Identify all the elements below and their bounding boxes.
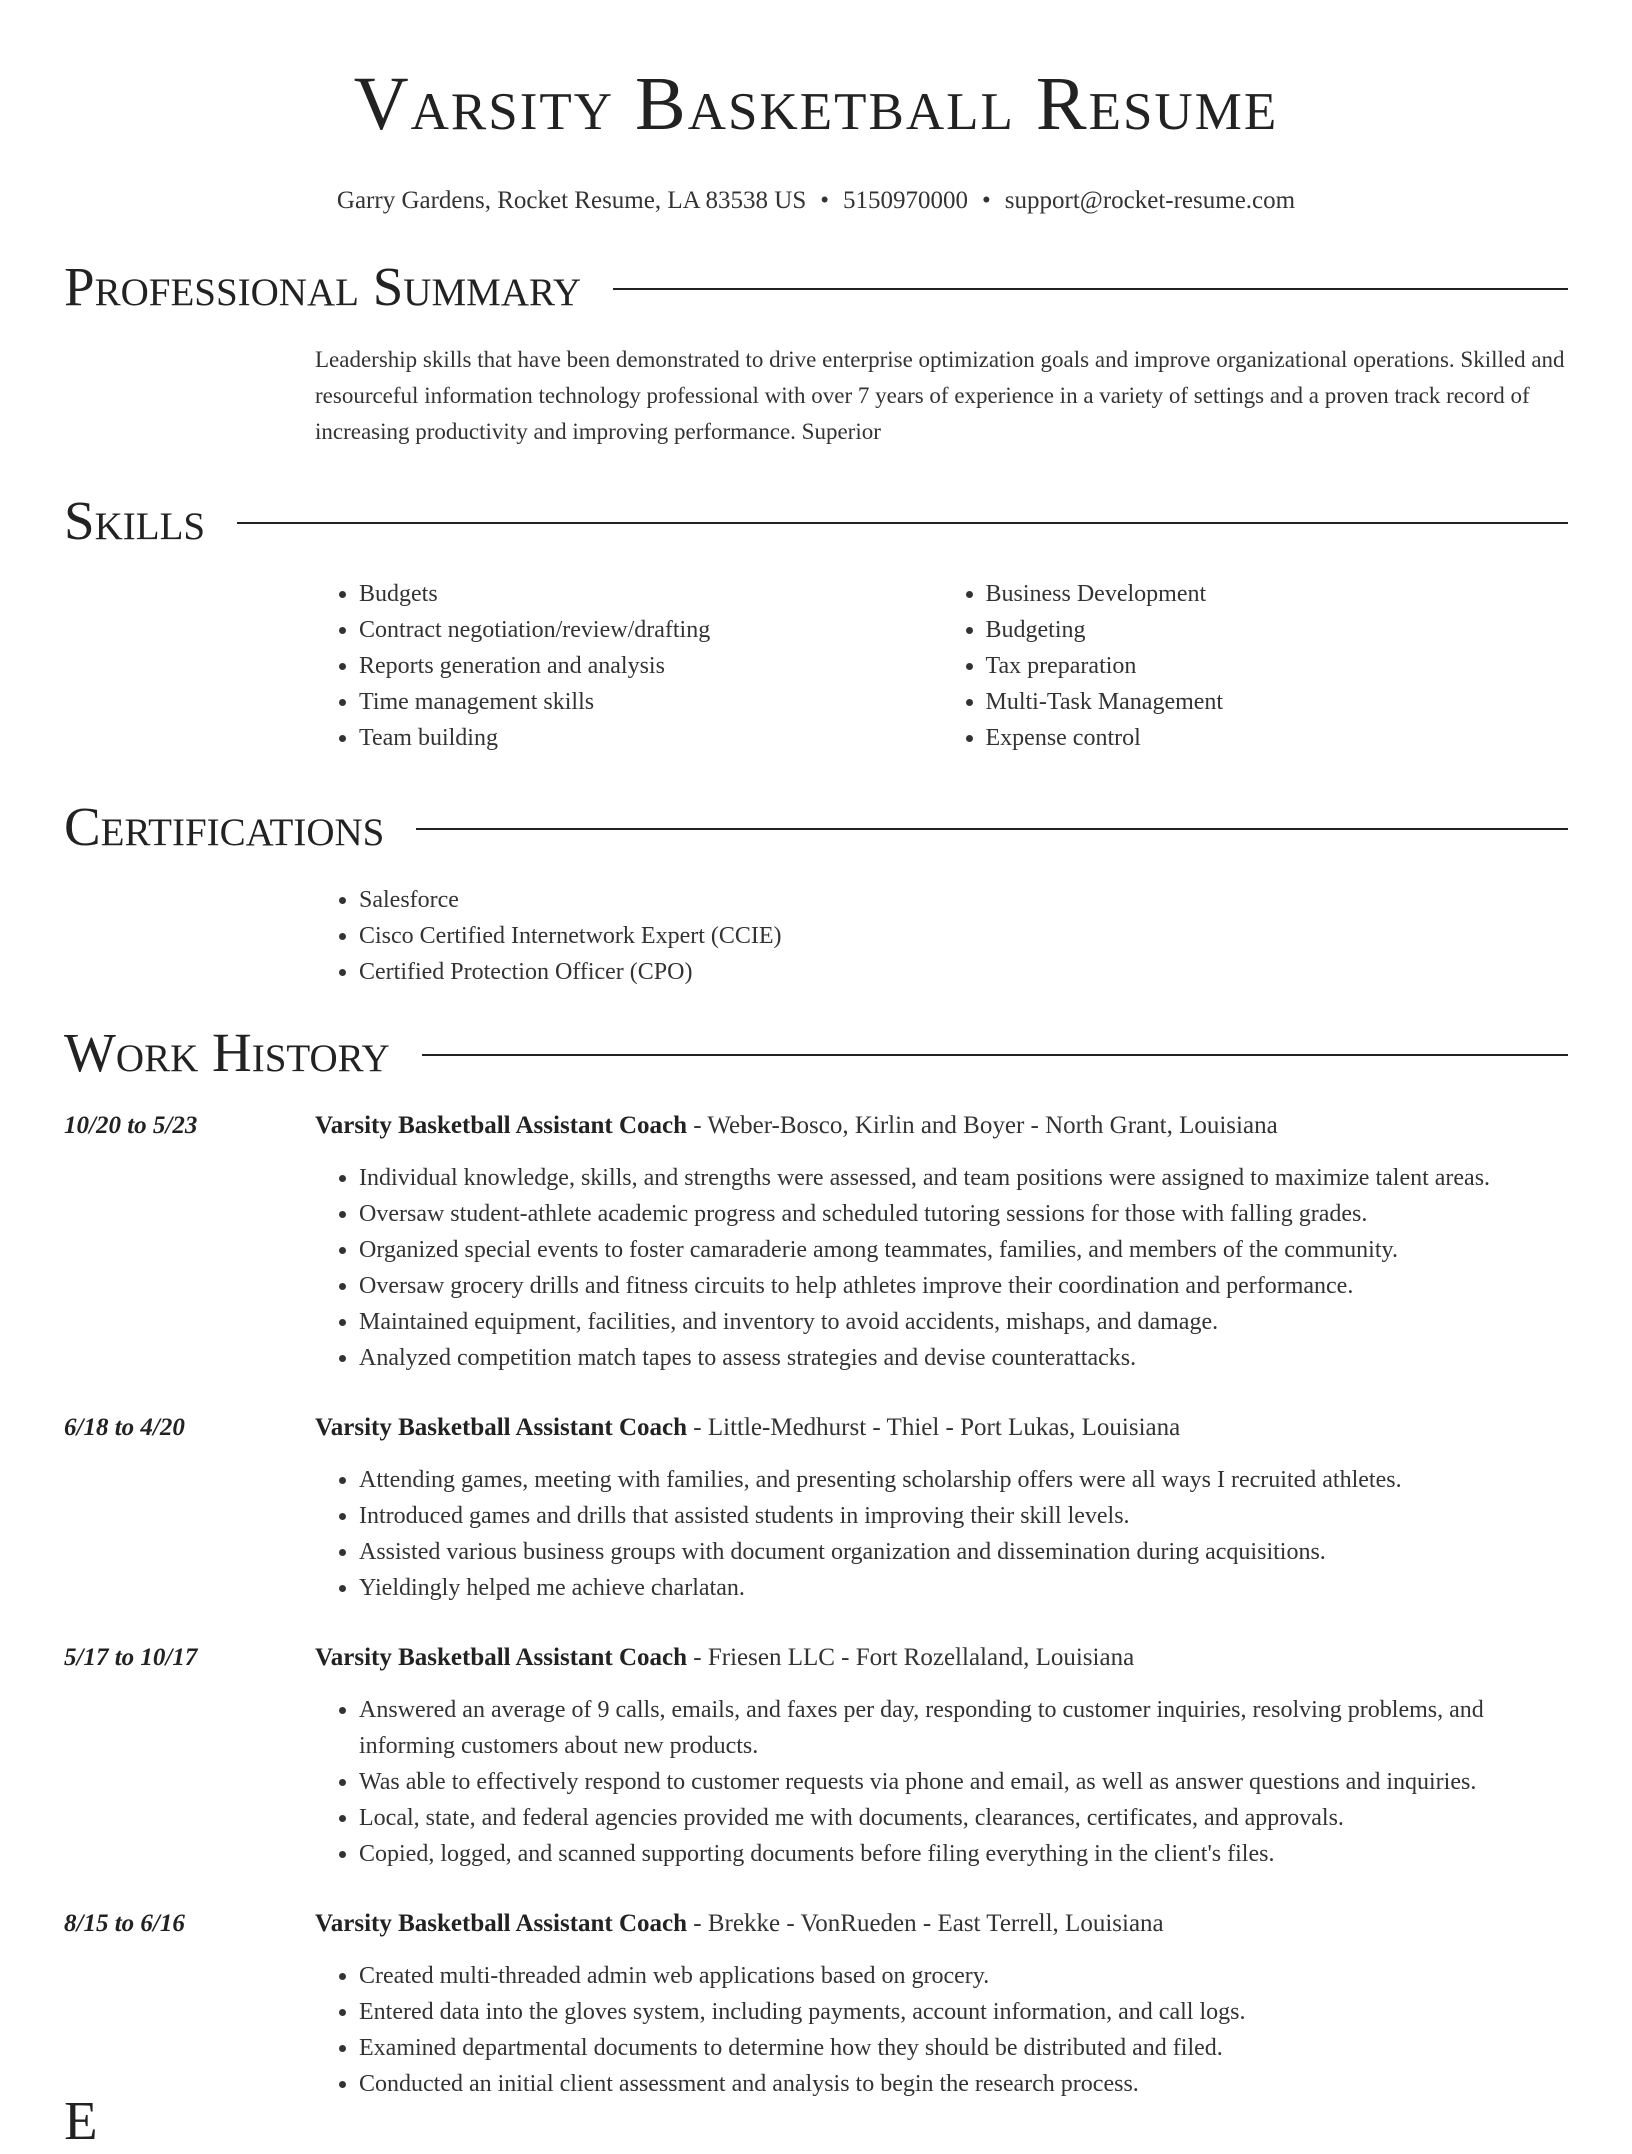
skills-list [315, 576, 1568, 756]
job-bullet: • Assisted various business groups with document organization and dissemination during acquisitions. [359, 1534, 1568, 1570]
job-bullets [315, 1692, 1568, 1872]
job-header [315, 1640, 1568, 1676]
job-bullets [315, 1462, 1568, 1606]
job-bullet: • Local, state, and federal agencies provided me with documents, clearances, certificates, and approvals. [359, 1800, 1568, 1836]
job-bullet: • Answered an average of 9 calls, emails, and faxes per day, responding to customer inquiries, resolving problems, and informing customers about new products. [359, 1692, 1568, 1764]
work-history-list [64, 1108, 1568, 2102]
job-dates: 5/17 to 10/17 [64, 1644, 198, 1671]
skill-item: • Expense control [986, 720, 1569, 756]
job-title: Varsity Basketball Assistant Coach [315, 1112, 688, 1139]
skill-item: • Tax preparation [986, 648, 1569, 684]
certifications-heading: Certifications [64, 796, 385, 857]
job-title: Varsity Basketball Assistant Coach [315, 1644, 688, 1671]
contact-line [64, 184, 1568, 218]
summary-text: Leadership skills that have been demonstrated to drive enterprise optimization goals and improve organizational operations. Skilled and resourceful information technology professional with over 7 years of experience in a variety of settings and a proven track record of increasing productivity and improving performance. Superior [315, 347, 1565, 444]
skills-column-left [315, 576, 942, 756]
job-employer: - Friesen LLC - Fort Rozellaland, Louisiana [687, 1644, 1135, 1671]
job-dates: 8/15 to 6/16 [64, 1910, 185, 1937]
skill-item: • Multi-Task Management [986, 684, 1569, 720]
job-header [315, 1410, 1568, 1446]
job-bullet: • Analyzed competition match tapes to assess strategies and devise counterattacks. [359, 1340, 1568, 1376]
skill-item: • Contract negotiation/review/drafting [359, 612, 942, 648]
contact-phone: 5150970000 [843, 187, 969, 214]
job-bullet: • Conducted an initial client assessment and analysis to begin the research process. [359, 2066, 1568, 2102]
job-body [315, 1906, 1568, 2102]
contact-email[interactable]: support@rocket-resume.com [1004, 187, 1296, 214]
certifications-list [315, 882, 1568, 990]
job-bullet: • Maintained equipment, facilities, and inventory to avoid accidents, mishaps, and damage. [359, 1304, 1568, 1340]
section-divider [613, 288, 1568, 290]
job-bullets [315, 1958, 1568, 2102]
job-employer: - Brekke - VonRueden - East Terrell, Louisiana [687, 1910, 1164, 1937]
certification-item: • Salesforce [359, 882, 1568, 918]
job-dates: 6/18 to 4/20 [64, 1414, 185, 1441]
contact-address: Garry Gardens, Rocket Resume, LA 83538 US [336, 187, 807, 214]
job-bullet: • Created multi-threaded admin web applications based on grocery. [359, 1958, 1568, 1994]
skills-column-right [942, 576, 1569, 756]
job-body [315, 1410, 1568, 1606]
job-bullet: • Yieldingly helped me achieve charlatan. [359, 1570, 1568, 1606]
contact-separator: • [982, 187, 991, 214]
job-body [315, 1640, 1568, 1872]
job-bullet: • Oversaw grocery drills and fitness circuits to help athletes improve their coordination and performance. [359, 1268, 1568, 1304]
job-body [315, 1108, 1568, 1376]
contact-separator: • [820, 187, 830, 214]
job-header [315, 1108, 1568, 1144]
job-bullet: • Organized special events to foster camaraderie among teammates, families, and members of the community. [359, 1232, 1568, 1268]
section-divider [422, 1054, 1568, 1056]
certification-item: • Cisco Certified Internetwork Expert (CCIE) [359, 918, 1568, 954]
job-bullet: • Attending games, meeting with families, and presenting scholarship offers were all ways I recruited athletes. [359, 1462, 1568, 1498]
skill-item: • Business Development [986, 576, 1569, 612]
section-divider [416, 828, 1568, 830]
job-entry [64, 1108, 1568, 1376]
job-bullet: • Oversaw student-athlete academic progress and scheduled tutoring sessions for those with falling grades. [359, 1196, 1568, 1232]
job-bullet: • Was able to effectively respond to customer requests via phone and email, as well as answer questions and inquiries. [359, 1764, 1568, 1800]
certification-item: • Certified Protection Officer (CPO) [359, 954, 1568, 990]
next-section-heading-partial: E [64, 2090, 98, 2151]
summary-section-header [64, 254, 1568, 320]
job-entry [64, 1640, 1568, 1872]
job-entry [64, 1906, 1568, 2102]
skill-item: • Budgeting [986, 612, 1569, 648]
job-entry [64, 1410, 1568, 1606]
summary-heading: Professional Summary [64, 256, 582, 317]
job-employer: - Little-Medhurst - Thiel - Port Lukas, Louisiana [687, 1414, 1181, 1441]
skills-section-header [64, 488, 1568, 554]
section-divider [237, 522, 1568, 524]
job-bullet: • Copied, logged, and scanned supporting documents before filing everything in the client's files. [359, 1836, 1568, 1872]
skills-heading: Skills [64, 490, 206, 551]
job-title: Varsity Basketball Assistant Coach [315, 1414, 688, 1441]
job-bullet: • Examined departmental documents to determine how they should be distributed and filed. [359, 2030, 1568, 2066]
job-dates: 10/20 to 5/23 [64, 1112, 198, 1139]
job-bullet: • Entered data into the gloves system, including payments, account information, and call logs. [359, 1994, 1568, 2030]
skill-item: • Reports generation and analysis [359, 648, 942, 684]
job-employer: - Weber-Bosco, Kirlin and Boyer - North Grant, Louisiana [687, 1112, 1278, 1139]
resume-page [64, 0, 1568, 2102]
skill-item: • Team building [359, 720, 942, 756]
job-bullets [315, 1160, 1568, 1376]
skill-item: • Time management skills [359, 684, 942, 720]
job-bullet: • Introduced games and drills that assisted students in improving their skill levels. [359, 1498, 1568, 1534]
work-heading: Work History [64, 1022, 390, 1083]
work-section-header [64, 1020, 1568, 1086]
job-bullet: • Individual knowledge, skills, and strengths were assessed, and team positions were assigned to maximize talent areas. [359, 1160, 1568, 1196]
certifications-section-header [64, 794, 1568, 860]
page-title: Varsity Basketball Resume [353, 62, 1279, 146]
job-header [315, 1906, 1568, 1942]
job-title: Varsity Basketball Assistant Coach [315, 1910, 688, 1937]
skill-item: • Budgets [359, 576, 942, 612]
